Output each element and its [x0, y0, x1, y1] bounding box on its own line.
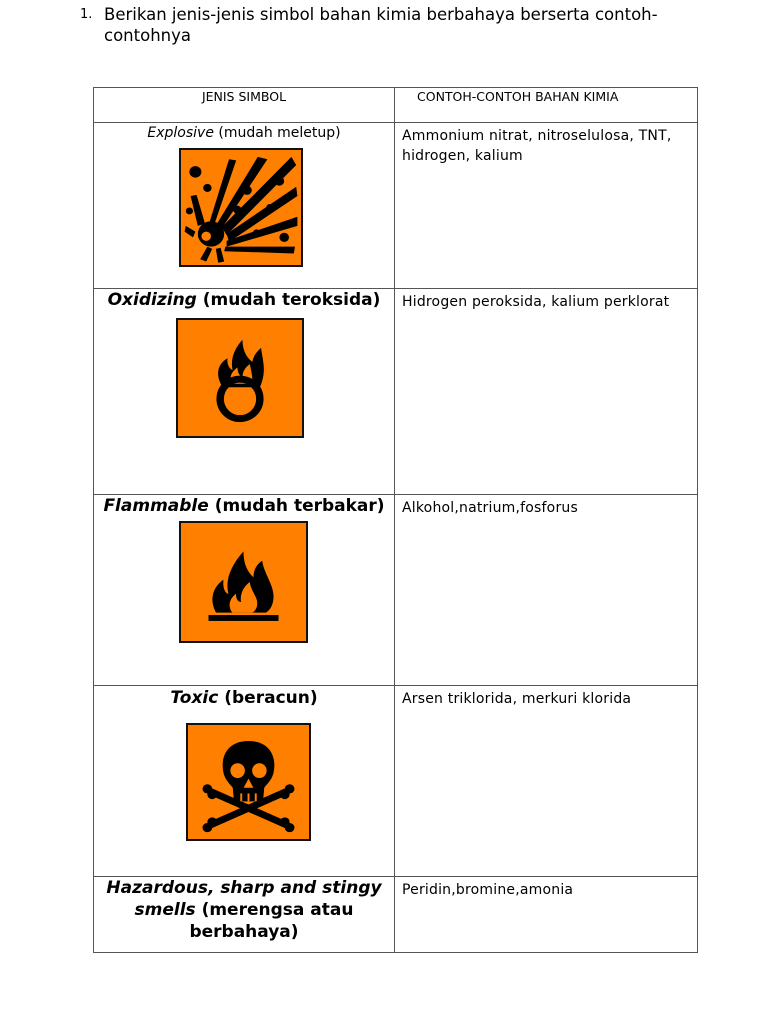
question-text: Berikan jenis-jenis simbol bahan kimia berbahaya berserta contoh-contohnya	[104, 5, 658, 45]
examples-cell: Hidrogen peroksida, kalium perklorat	[395, 289, 698, 495]
table-header-row	[94, 88, 698, 123]
symbol-name: Toxic (beracun)	[170, 688, 318, 708]
table-row	[94, 289, 698, 495]
header-jenis-simbol: JENIS SIMBOL	[94, 88, 395, 123]
symbol-cell	[94, 686, 395, 877]
explosive-icon	[179, 148, 303, 267]
table-row	[94, 495, 698, 686]
symbol-name: Flammable (mudah terbakar)	[103, 496, 385, 516]
table-row	[94, 686, 698, 877]
symbol-cell	[94, 289, 395, 495]
symbol-cell	[94, 123, 395, 289]
symbol-name: Explosive (mudah meletup)	[147, 125, 341, 141]
examples-cell: Ammonium nitrat, nitroselulosa, TNT, hidrogen, kalium	[395, 123, 698, 289]
table-row	[94, 877, 698, 953]
symbol-name: Hazardous, sharp and stingy smells (merengsa atau berbahaya)	[106, 878, 382, 942]
toxic-icon	[186, 723, 311, 841]
symbol-cell	[94, 495, 395, 686]
examples-cell: Peridin,bromine,amonia	[395, 877, 698, 953]
examples-cell: Arsen triklorida, merkuri klorida	[395, 686, 698, 877]
symbol-name: Oxidizing (mudah teroksida)	[107, 290, 381, 310]
examples-cell: Alkohol,natrium,fosforus	[395, 495, 698, 686]
table-row	[94, 123, 698, 289]
header-contoh: CONTOH-CONTOH BAHAN KIMIA	[395, 88, 698, 123]
hazard-symbols-table	[93, 87, 698, 953]
symbol-cell	[94, 877, 395, 953]
flammable-icon	[179, 521, 308, 643]
oxidizing-icon	[176, 318, 304, 438]
question-number: 1.	[80, 7, 93, 22]
